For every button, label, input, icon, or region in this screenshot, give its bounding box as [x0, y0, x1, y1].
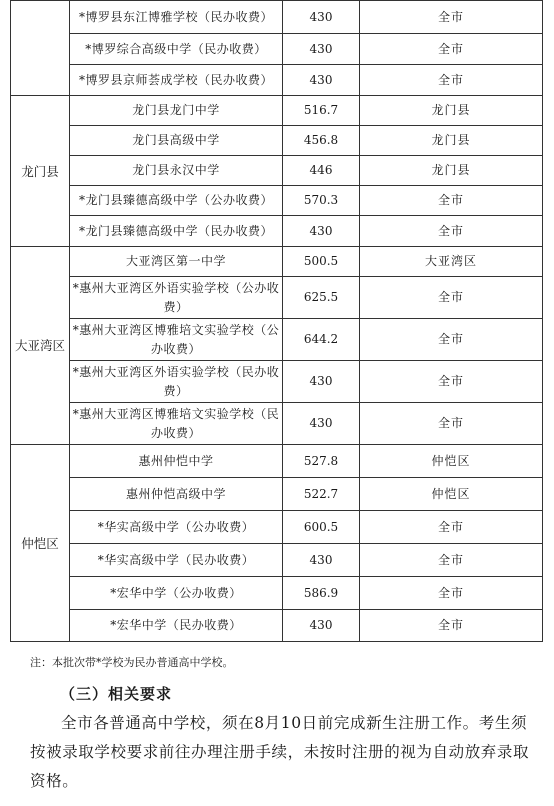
school-name-cell: 惠州仲恺高级中学 — [70, 478, 283, 511]
table-row — [11, 511, 543, 544]
school-name-cell: *惠州大亚湾区外语实验学校（公办收费） — [70, 277, 283, 319]
score-cell: 430 — [283, 34, 360, 65]
table-row — [11, 126, 543, 156]
enrollment-area-cell: 全市 — [360, 610, 543, 642]
school-name-cell: 龙门县永汉中学 — [70, 156, 283, 186]
score-cell: 430 — [283, 65, 360, 96]
score-cell: 586.9 — [283, 577, 360, 610]
table-row — [11, 544, 543, 577]
district-cell — [11, 1, 70, 96]
district-cell: 龙门县 — [11, 96, 70, 247]
school-name-cell: *惠州大亚湾区外语实验学校（民办收费） — [70, 361, 283, 403]
table-row — [11, 1, 543, 34]
requirements-paragraph: 全市各普通高中学校，须在8月10日前完成新生注册工作。考生须按被录取学校要求前往办理注册手续，未按时注册的视为自动放弃录取资格。 — [30, 714, 530, 790]
school-name-cell: *宏华中学（民办收费） — [70, 610, 283, 642]
school-name-cell: 龙门县高级中学 — [70, 126, 283, 156]
enrollment-area-cell: 全市 — [360, 34, 543, 65]
table-row — [11, 186, 543, 216]
school-name-cell: *博罗县东江博雅学校（民办收费） — [70, 1, 283, 34]
enrollment-area-cell: 全市 — [360, 216, 543, 247]
school-name-cell: 惠州仲恺中学 — [70, 445, 283, 478]
score-cell: 527.8 — [283, 445, 360, 478]
enrollment-area-cell: 全市 — [360, 277, 543, 319]
table-row — [11, 247, 543, 277]
score-cell: 430 — [283, 403, 360, 445]
school-name-cell: *华实高级中学（公办收费） — [70, 511, 283, 544]
district-cell: 大亚湾区 — [11, 247, 70, 445]
score-cell: 430 — [283, 1, 360, 34]
score-cell: 456.8 — [283, 126, 360, 156]
enrollment-area-cell: 全市 — [360, 319, 543, 361]
table-row — [11, 478, 543, 511]
admission-score-table — [10, 0, 543, 642]
school-name-cell: *华实高级中学（民办收费） — [70, 544, 283, 577]
enrollment-area-cell: 全市 — [360, 186, 543, 216]
school-name-cell: *龙门县臻德高级中学（民办收费） — [70, 216, 283, 247]
score-cell: 600.5 — [283, 511, 360, 544]
table-row — [11, 319, 543, 361]
table-row — [11, 34, 543, 65]
table-row — [11, 96, 543, 126]
score-cell: 430 — [283, 361, 360, 403]
enrollment-area-cell: 仲恺区 — [360, 478, 543, 511]
school-name-cell: *宏华中学（公办收费） — [70, 577, 283, 610]
school-name-cell: 龙门县龙门中学 — [70, 96, 283, 126]
table-row — [11, 277, 543, 319]
score-cell: 446 — [283, 156, 360, 186]
table-row — [11, 445, 543, 478]
district-cell: 仲恺区 — [11, 445, 70, 642]
enrollment-area-cell: 全市 — [360, 403, 543, 445]
score-cell: 570.3 — [283, 186, 360, 216]
school-name-cell: *龙门县臻德高级中学（公办收费） — [70, 186, 283, 216]
enrollment-area-cell: 全市 — [360, 544, 543, 577]
table-row — [11, 361, 543, 403]
table-row — [11, 577, 543, 610]
score-cell: 500.5 — [283, 247, 360, 277]
enrollment-area-cell: 全市 — [360, 65, 543, 96]
enrollment-area-cell: 全市 — [360, 511, 543, 544]
enrollment-area-cell: 全市 — [360, 361, 543, 403]
table-row — [11, 403, 543, 445]
score-cell: 522.7 — [283, 478, 360, 511]
table-row — [11, 65, 543, 96]
enrollment-area-cell: 龙门县 — [360, 126, 543, 156]
section-heading: （三）相关要求 — [60, 685, 173, 703]
table-row — [11, 156, 543, 186]
enrollment-area-cell: 龙门县 — [360, 156, 543, 186]
table-footnote: 注：本批次带*学校为民办普通高中学校。 — [30, 656, 234, 669]
enrollment-area-cell: 大亚湾区 — [360, 247, 543, 277]
enrollment-area-cell: 龙门县 — [360, 96, 543, 126]
table-body — [11, 1, 543, 642]
school-name-cell: 大亚湾区第一中学 — [70, 247, 283, 277]
enrollment-area-cell: 全市 — [360, 1, 543, 34]
score-cell: 430 — [283, 544, 360, 577]
table-row — [11, 216, 543, 247]
school-name-cell: *博罗综合高级中学（民办收费） — [70, 34, 283, 65]
enrollment-area-cell: 仲恺区 — [360, 445, 543, 478]
score-cell: 516.7 — [283, 96, 360, 126]
score-cell: 625.5 — [283, 277, 360, 319]
score-cell: 644.2 — [283, 319, 360, 361]
table-row — [11, 610, 543, 642]
school-name-cell: *惠州大亚湾区博雅培文实验学校（公办收费） — [70, 319, 283, 361]
score-cell: 430 — [283, 610, 360, 642]
school-name-cell: *惠州大亚湾区博雅培文实验学校（民办收费） — [70, 403, 283, 445]
score-cell: 430 — [283, 216, 360, 247]
enrollment-area-cell: 全市 — [360, 577, 543, 610]
school-name-cell: *博罗县京师荟成学校（民办收费） — [70, 65, 283, 96]
